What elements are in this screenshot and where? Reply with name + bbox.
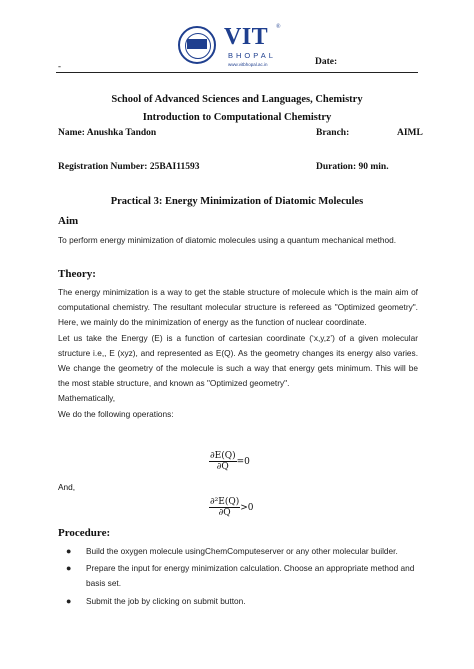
equation-rhs: =0 [236,457,250,467]
procedure-heading: Procedure: [58,527,111,539]
theory-body [58,285,418,422]
equation-second-derivative [209,497,254,518]
school-title: School of Advanced Sciences and Languages, Chemistry [111,94,363,105]
list-item-text: Build the oxygen molecule usingChemComputeserver or any other molecular builder. [86,546,398,556]
and-text: And, [58,482,76,492]
theory-paragraph: We do the following operations: [58,408,174,419]
equation-rhs: >0 [240,503,254,513]
duration: Duration: 90 min. [316,162,389,172]
theory-heading: Theory: [58,268,96,280]
header-dash: - [58,61,61,71]
vit-bhopal-logo [176,22,286,68]
date-label: Date: [315,57,338,67]
registered-mark-icon: ® [276,24,281,30]
procedure-list [66,544,418,611]
aim-heading: Aim [58,215,79,227]
practical-title: Practical 3: Energy Minimization of Diatomic Molecules [110,196,364,207]
equation-first-derivative [209,451,250,472]
logo-website: www.vitbhopal.ac.in [228,62,268,67]
theory-paragraph: The energy minimization is a way to get the stable structure of molecule which is the main aim of computational chemistry. The resultant molecular structure is refereed as "Optimized geometry". Here, we mainly do the minimization of energy as the function of nuclear coordinate. [58,287,418,328]
list-item-text: Prepare the input for energy minimization calculation. Choose an appropriate method and basis set. [86,563,415,589]
logo-subtitle: BHOPAL [228,51,276,60]
list-item [66,561,418,591]
registration-number: Registration Number: 25BAI11593 [58,162,200,172]
logo-title: VIT [224,24,269,50]
equation-numerator: ∂E(Q) [210,451,236,461]
list-item [66,594,418,609]
theory-paragraph: Let us take the Energy (E) is a function of cartesian coordinate (‘x,y,z’) of a given molecular structure i.e,, E (xyz), and represented as E(Q). As the geometry changes its energy also varies. We change the geometry of the molecule is such a way that energy gets minimum. This will be the most stable structure, and known as "Optimized geometry". [58,332,418,389]
student-name: Name: Anushka Tandon [58,128,157,138]
aim-text: To perform energy minimization of diatomic molecules using a quantum mechanical method. [58,235,397,245]
branch-label: Branch: [316,128,350,138]
course-title: Introduction to Computational Chemistry [142,112,332,123]
equation-denominator: ∂Q [216,462,229,472]
bullet-icon: ● [66,595,72,606]
theory-paragraph: Mathematically, [58,393,116,404]
university-seal-icon [178,26,216,64]
list-item-text: Submit the job by clicking on submit button. [86,595,246,606]
branch-value: AIML [397,128,423,138]
header-divider [56,72,418,73]
equation-numerator: ∂²E(Q) [210,497,240,507]
bullet-icon: ● [66,546,72,556]
equation-denominator: ∂Q [218,508,231,518]
list-item [66,544,418,559]
bullet-icon: ● [66,563,72,574]
